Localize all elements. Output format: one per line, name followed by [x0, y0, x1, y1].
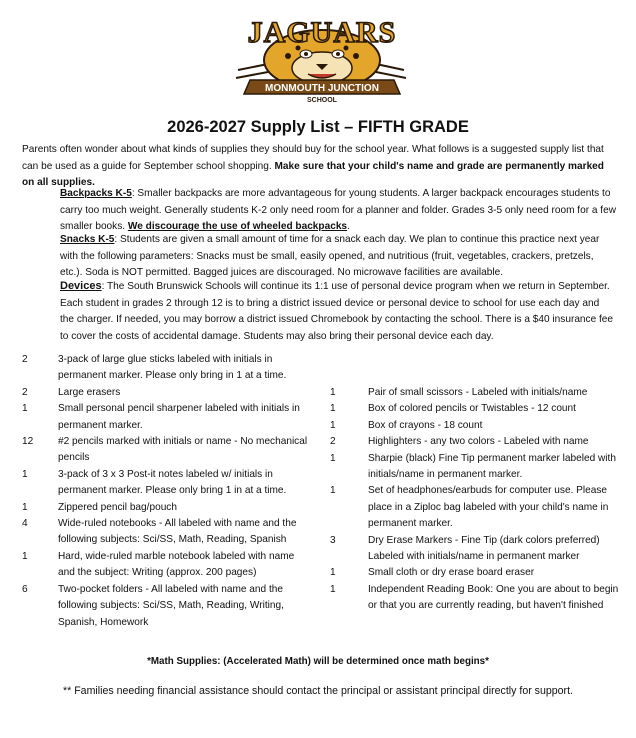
backpacks-end: . — [347, 221, 350, 233]
item-qty: 1 — [22, 468, 28, 480]
item-desc: Pair of small scissors - Labeled with initials/name — [368, 387, 588, 398]
math-supplies-note: *Math Supplies: (Accelerated Math) will be determined once math begins* — [147, 656, 489, 667]
list-item — [22, 500, 310, 516]
item-desc: 3-pack of large glue sticks labeled with initials in permanent marker. Please only bring in 1 at a time. — [58, 354, 287, 382]
item-desc: Hard, wide-ruled marble notebook labeled with name and the subject: Writing (approx. 200 pages) — [58, 550, 295, 579]
school-logo — [228, 8, 416, 104]
logo-banner: MONMOUTH JUNCTION — [265, 83, 379, 94]
item-qty: 3 — [330, 534, 336, 546]
item-desc: Large erasers — [58, 386, 121, 398]
snacks-text: : Students are given a small amount of time for a snack each day. We plan to continue this practice next year with the following parameters: Snacks must be small, easily opened, and nutritious (fruit, vegetables, crackers, pretzels, etc.). Soda is NOT permitted. Bagged juices are discouraged. No microwave facilities are available. — [60, 234, 600, 279]
list-item — [22, 352, 310, 385]
backpacks-heading: Backpacks K-5 — [60, 188, 132, 199]
supply-list-left — [22, 352, 310, 631]
item-qty: 1 — [330, 387, 336, 398]
item-desc: Two-pocket folders - All labeled with name and the following subjects: Sci/SS, Math, Reading, Writing, Spanish, Homework — [58, 583, 284, 628]
list-item — [22, 401, 310, 434]
item-qty: 1 — [330, 452, 336, 464]
list-item — [330, 582, 624, 615]
item-desc: Wide-ruled notebooks - All labeled with name and the following subjects: Sci/SS, Math, Reading, Spanish — [58, 518, 297, 546]
list-item — [330, 385, 624, 401]
item-desc: Box of crayons - 18 count — [368, 419, 483, 431]
devices-text: : The South Brunswick Schools will continue its 1:1 use of personal device program when we return in September. Each student in grades 2 through 12 is to bring a district issued device or personal device to school for use each day and the charger. If needed, you may borrow a district issued Chromebook by contacting the school. There is a $40 insurance fee to cover the costs of accidental damage. Students may also bring their personal device each day. — [60, 281, 614, 342]
item-qty: 1 — [330, 419, 336, 431]
list-item — [330, 483, 624, 532]
item-qty: 1 — [22, 501, 28, 513]
list-item — [330, 401, 624, 417]
item-desc: Box of colored pencils or Twistables - 12 count — [368, 403, 576, 415]
item-qty: 1 — [330, 485, 336, 497]
backpacks-paragraph — [22, 186, 616, 236]
financial-assistance-note: ** Families needing financial assistance should contact the principal or assistant principal directly for support. — [63, 685, 573, 697]
item-qty: 2 — [22, 386, 28, 398]
item-qty: 4 — [22, 518, 28, 530]
intro-bold: Make sure that your child's name and grade are permanently marked on all supplies. — [22, 160, 604, 189]
list-item — [22, 385, 310, 401]
item-qty: 6 — [22, 583, 28, 595]
item-qty: 2 — [330, 436, 336, 448]
intro-text: Parents often wonder about what kinds of supplies they should buy for the school year. What follows is a suggested supply list that can be used as a guide for September school shopping. — [22, 144, 604, 172]
list-item — [330, 451, 624, 484]
item-qty: 2 — [22, 354, 28, 365]
item-qty: 1 — [22, 403, 28, 415]
list-item — [330, 533, 624, 566]
backpacks-text: : Smaller backpacks are more advantageous for young students. A larger backpack encourages students to carry too much weight. Generally students K-2 only need room for a planner and folder. Grades 3-5 only need room for a few smaller books. — [60, 188, 617, 233]
devices-heading: Devices — [60, 280, 102, 292]
logo-title: JAGUARS — [247, 16, 397, 49]
item-desc: Independent Reading Book: One you are about to begin or that you are currently reading, but haven't finished — [368, 583, 619, 612]
item-desc: Small personal pencil sharpener labeled with initials in permanent marker. — [58, 403, 300, 431]
list-item — [22, 434, 310, 467]
devices-paragraph — [22, 278, 616, 345]
logo-sub: SCHOOL — [307, 97, 337, 104]
list-item — [22, 549, 310, 582]
item-desc: Small cloth or dry erase board eraser — [368, 567, 535, 579]
supply-list-right — [330, 385, 624, 615]
list-item — [330, 418, 624, 434]
intro-paragraph — [22, 142, 616, 192]
item-qty: 1 — [330, 567, 336, 579]
list-item — [330, 434, 624, 450]
item-desc: Highlighters - any two colors - Labeled with name — [368, 436, 589, 448]
item-qty: 1 — [22, 550, 28, 562]
item-desc: Dry Erase Markers - Fine Tip (dark colors preferred) Labeled with initials/name in permanent marker — [368, 534, 600, 563]
item-qty: 12 — [22, 436, 34, 448]
item-qty: 1 — [330, 403, 336, 415]
item-desc: Zippered pencil bag/pouch — [58, 501, 177, 513]
list-item — [22, 516, 310, 549]
item-desc: Sharpie (black) Fine Tip permanent marker labeled with initials/name in permanent marker. — [368, 452, 616, 481]
item-desc: Set of headphones/earbuds for computer use. Please place in a Ziploc bag labeled with your child's name in permanent marker. — [368, 485, 609, 530]
backpacks-bold: We discourage the use of wheeled backpacks — [127, 221, 348, 233]
list-item — [330, 565, 624, 581]
list-item — [22, 467, 310, 500]
list-item — [22, 582, 310, 631]
page-title: 2026-2027 Supply List – FIFTH GRADE — [167, 118, 469, 136]
snacks-heading: Snacks K-5 — [60, 234, 115, 245]
snacks-paragraph — [22, 232, 616, 282]
item-desc: 3-pack of 3 x 3 Post-it notes labeled w/ initials in permanent marker. Please only bring 1 in at a time. — [58, 468, 287, 497]
item-desc: #2 pencils marked with initials or name - No mechanical pencils — [58, 436, 308, 464]
item-qty: 1 — [330, 583, 336, 595]
